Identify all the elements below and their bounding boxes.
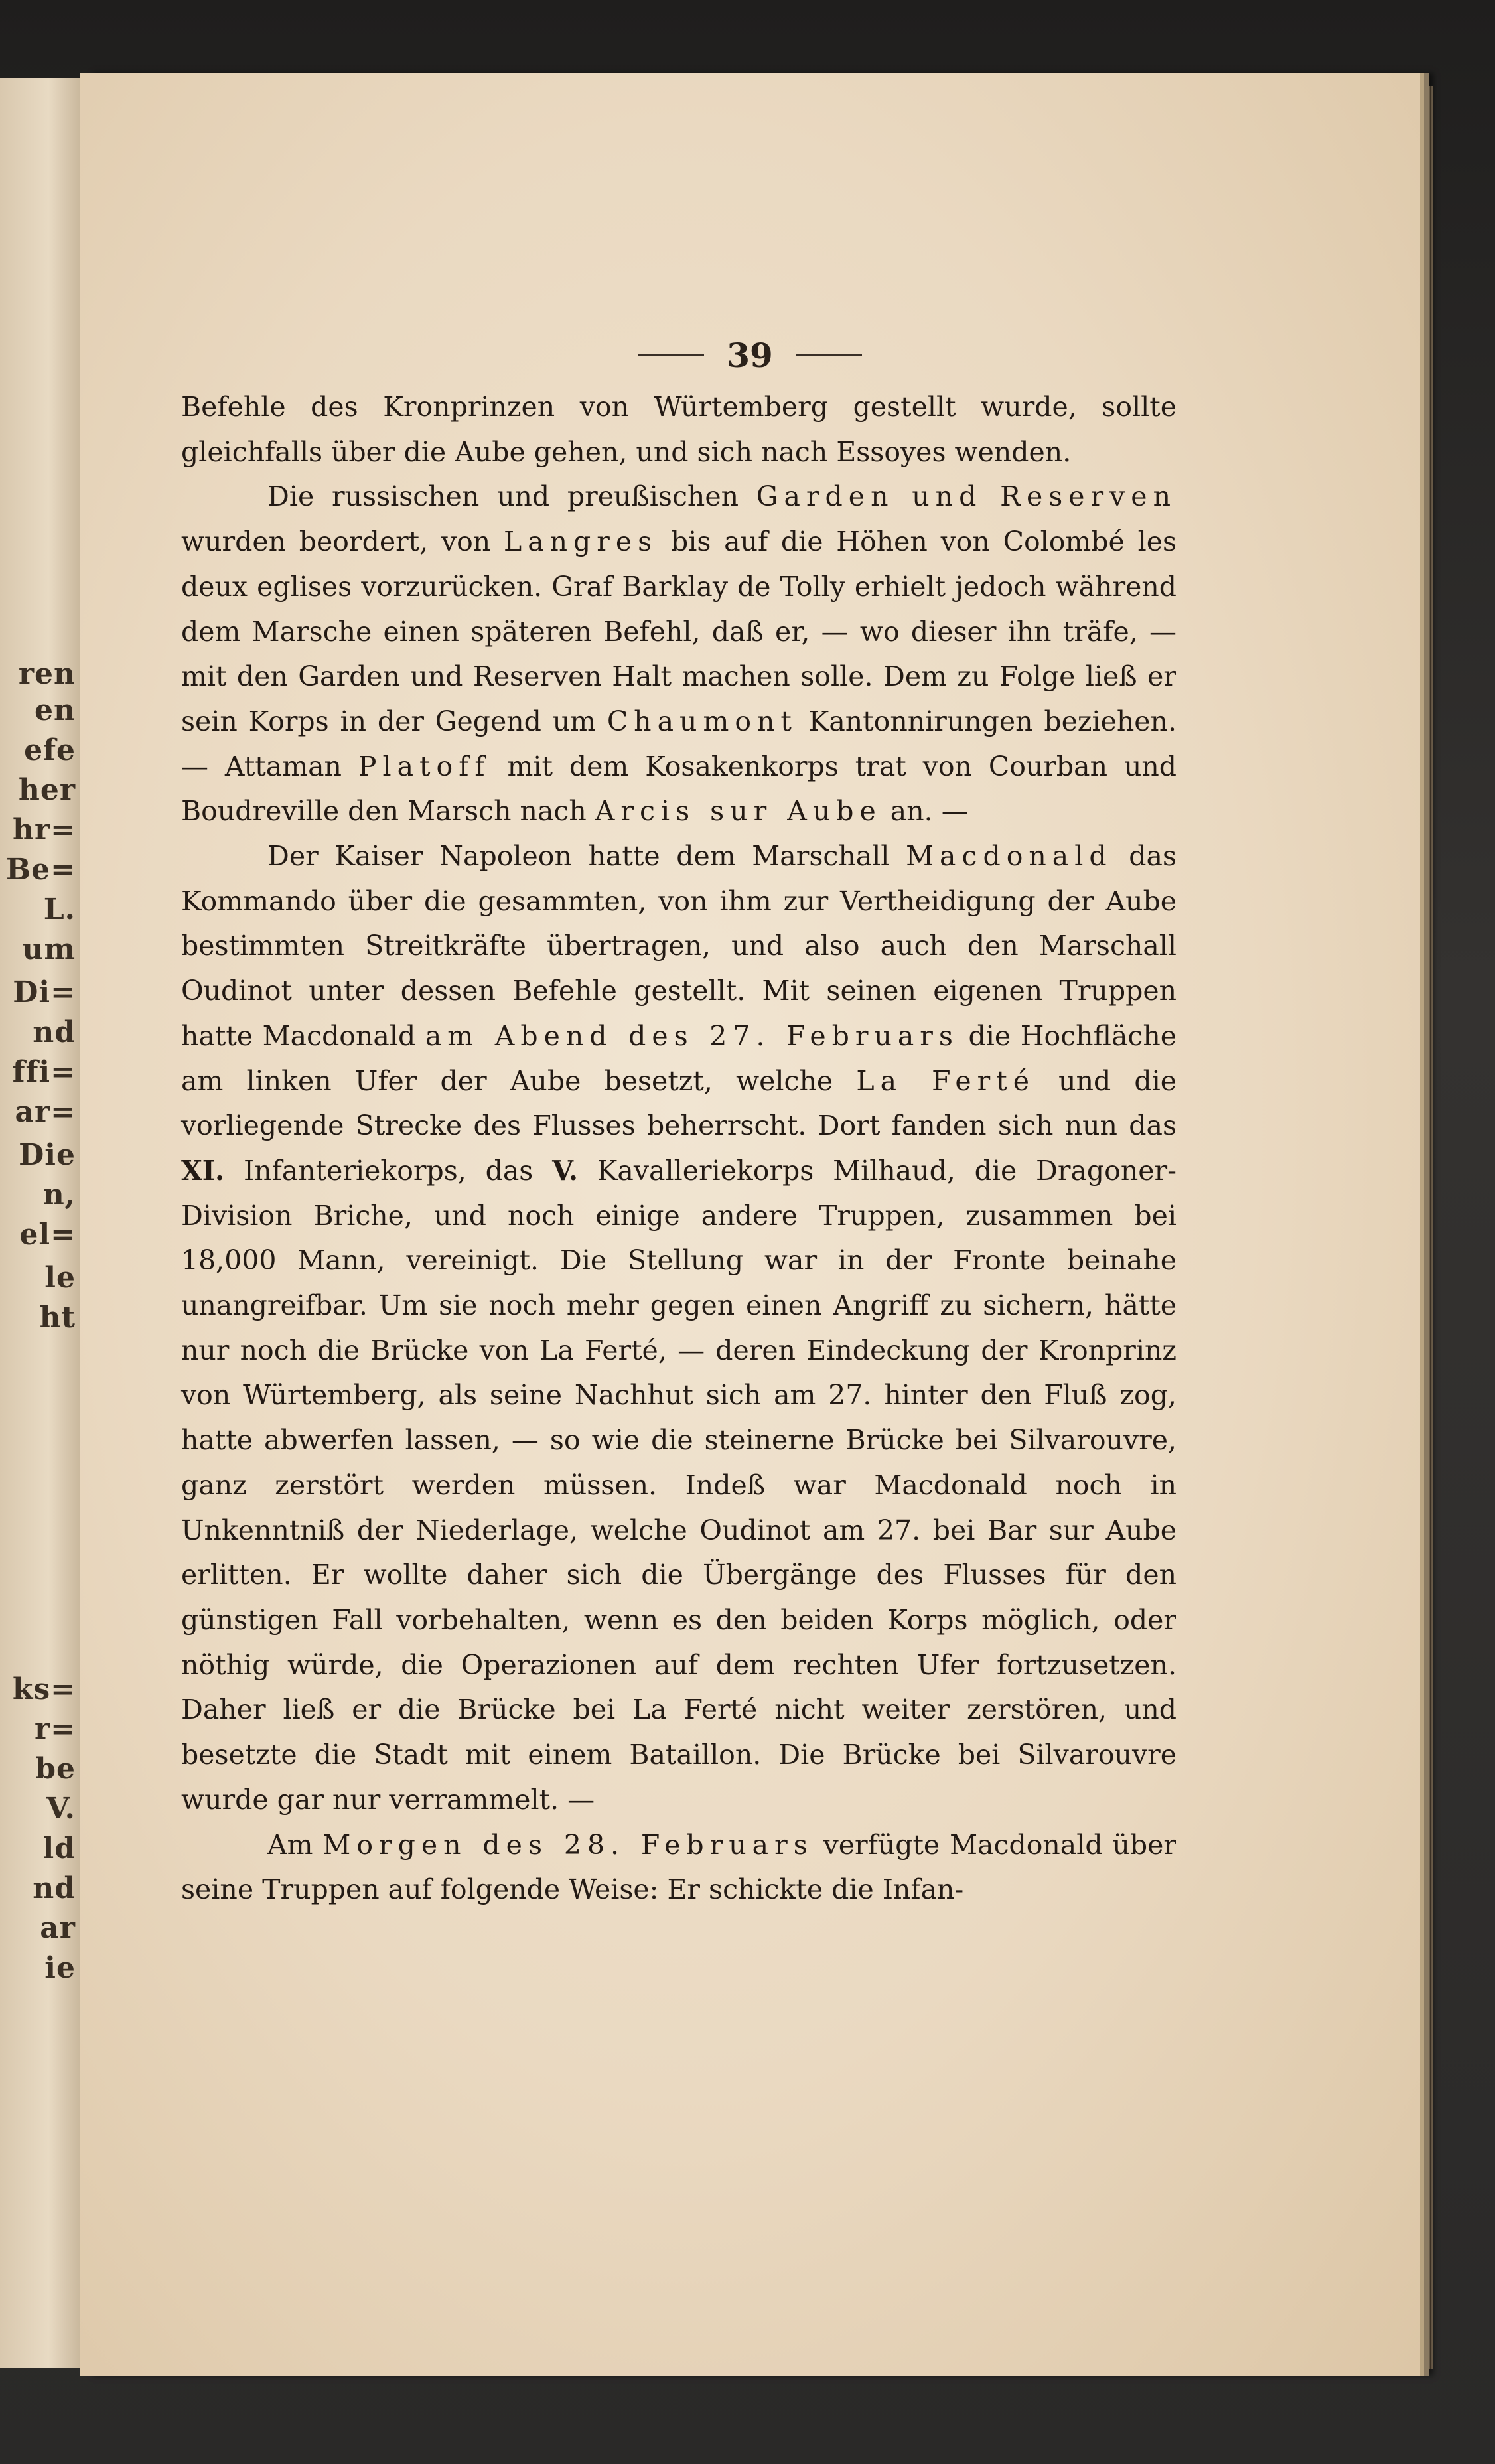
left-page-fragment: be xyxy=(35,1752,76,1786)
left-page-fragment: ren xyxy=(18,657,76,691)
text-run: Befehle des Kronprinzen von Würtemberg gestellt wurde, sollte gleichfalls über die Aube gehen, und sich nach Essoyes wenden. xyxy=(181,391,1176,468)
left-page-fragment: V. xyxy=(46,1792,76,1826)
text-run: Die russischen und preußischen xyxy=(267,480,756,513)
text-run: wurden beordert, von xyxy=(181,526,504,558)
left-page-fragment: ht xyxy=(39,1301,76,1335)
left-page-fragment: L. xyxy=(43,893,76,926)
text-run: Kantonnirungen beziehen. — Attaman xyxy=(181,705,1176,782)
text-run: Am xyxy=(267,1828,323,1861)
text-run: das Kommando über die gesammten, von ihm zur Vertheidigung der Aube bestimmten Streitkräfte übertragen, und also auch den Marschall Oudinot unter dessen Befehle gestellt. Mit seinen eigenen Truppen hatte Macdonald xyxy=(181,840,1177,1052)
left-page-fragment: ar xyxy=(40,1911,76,1945)
spaced-emphasis: und xyxy=(912,480,983,513)
text-run: die Hochfläche am linken Ufer der Aube besetzt, welche xyxy=(181,1019,1177,1097)
left-page-fragment: ar= xyxy=(15,1095,76,1129)
spaced-emphasis: Reserven xyxy=(1000,480,1176,513)
left-page-fragment: ie xyxy=(44,1951,76,1985)
spaced-emphasis: Garden xyxy=(756,480,894,513)
paragraph-p3 xyxy=(181,834,1176,1822)
text-run: Kavalleriekorps Milhaud, die Dragoner-Division Briche, und noch einige andere Truppen, zusammen bei 18,000 Mann, vereinigt. Die Stellung war in der Fronte beinahe unangreifbar. Um sie noch mehr gegen einen Angriff zu sichern, hätte nur noch die Brücke von La Ferté, — deren Eindeckung der Kronprinz von Würtemberg, als seine Nachhut sich am 27. hinter den Fluß zog, hatte abwerfen lassen, — so wie die steinerne Brücke bei Silvarouvre, ganz zerstört werden müssen. Indeß war Macdonald noch in Unkenntniß der Niederlage, welche Oudinot am 27. bei Bar sur Aube erlitten. Er wollte daher sich die Übergänge des Flusses für den günstigen Fall vorbehalten, wenn es den beiden Korps möglich, oder nöthig würde, die Operazionen auf dem rechten Ufer fortzusetzen. Daher ließ er die Brücke bei La Ferté nicht weiter zerstören, und besetzte die Stadt mit einem Bataillon. Die Brücke bei Silvarouvre wurde gar nur verrammelt. — xyxy=(181,1154,1176,1816)
text-run: mit dem Kosakenkorps trat von Courban und Boudreville den Marsch nach xyxy=(181,750,1177,828)
left-page-fragment: her xyxy=(18,773,76,807)
header-rule-right xyxy=(796,354,862,356)
text-run: Infanteriekorps, das xyxy=(224,1154,553,1187)
paragraph-p1 xyxy=(181,385,1176,474)
body-text xyxy=(181,385,1176,1913)
spaced-emphasis: Morgen des 28. Februars xyxy=(322,1828,814,1861)
spaced-emphasis: Platoff xyxy=(358,750,491,782)
left-page-fragment: nd xyxy=(33,1015,76,1049)
text-run: bis auf die Höhen von Colombé les deux eglises vorzurücken. Graf Barklay de Tolly erhielt jedoch während dem Marsche einen späteren Befehl, daß er, — wo dieser ihn träfe, — mit den Garden und Reserven Halt machen solle. Dem zu Folge ließ er sein Korps in der Gegend um xyxy=(181,526,1176,737)
right-page xyxy=(80,73,1420,2376)
spaced-emphasis: Langres xyxy=(503,526,658,558)
left-page-fragment: le xyxy=(44,1261,76,1295)
left-page-edge xyxy=(0,78,82,2368)
text-run xyxy=(982,480,1000,512)
bold-numeral: XI. xyxy=(181,1154,225,1187)
paragraph-p2 xyxy=(181,474,1176,834)
spaced-emphasis: Macdonald xyxy=(906,840,1113,873)
left-page-fragment: nd xyxy=(33,1871,76,1905)
left-page-fragment: um xyxy=(22,932,76,966)
header-rule-left xyxy=(638,354,704,356)
left-page-fragment: ld xyxy=(42,1832,76,1865)
left-page-fragment: n, xyxy=(42,1178,76,1212)
left-page-fragment: r= xyxy=(34,1712,76,1746)
left-page-fragment: Di= xyxy=(13,976,76,1009)
left-page-fragment: hr= xyxy=(12,813,76,847)
left-page-fragment: en xyxy=(35,693,76,727)
spaced-emphasis: am Abend des 27. Februars xyxy=(425,1019,959,1052)
left-page-fragment: efe xyxy=(24,733,76,767)
left-page-fragment: ks= xyxy=(12,1672,76,1706)
text-run xyxy=(894,480,912,512)
text-run: Der Kaiser Napoleon hatte dem Marschall xyxy=(267,840,906,873)
left-page-fragment: Be= xyxy=(5,853,76,887)
bold-numeral: V. xyxy=(552,1154,579,1187)
paragraph-p4 xyxy=(181,1823,1176,1913)
spaced-emphasis: La Ferté xyxy=(856,1064,1035,1097)
left-page-fragment: ffi= xyxy=(12,1055,76,1089)
spaced-emphasis: Chaumont xyxy=(606,705,798,737)
spaced-emphasis: Arcis sur Aube xyxy=(595,795,882,828)
text-run: an. — xyxy=(881,795,969,828)
page-number: 39 xyxy=(727,335,773,375)
text-run: und die vorliegende Strecke des Flusses beherrscht. Dort fanden sich nun das xyxy=(181,1064,1177,1142)
page-header xyxy=(80,328,1420,382)
left-page-fragment: el= xyxy=(19,1218,76,1252)
text-run: verfügte Macdonald über seine Truppen auf folgende Weise: Er schickte die Infan- xyxy=(181,1828,1176,1906)
left-page-fragment: Die xyxy=(19,1138,76,1172)
